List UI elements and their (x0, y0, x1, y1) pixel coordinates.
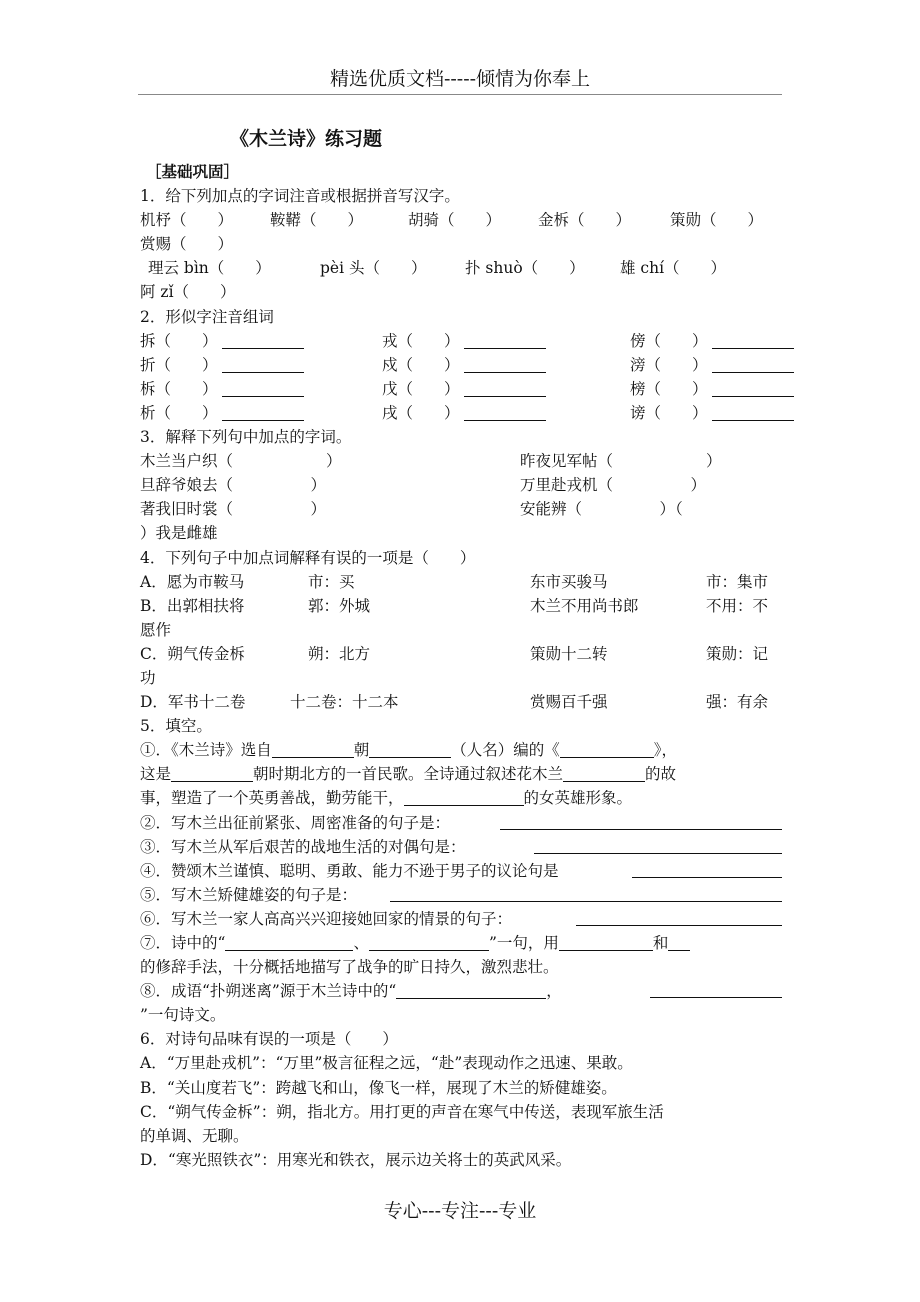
q3-stem: 3．解释下列句中加点的字词。 (140, 428, 352, 447)
q4-cell: 不用：不 (706, 596, 769, 615)
q5-line-11 (140, 979, 782, 1003)
q2-char: 榜（ ） (630, 379, 708, 398)
q3-item: 著我旧时裳（ ） (140, 500, 327, 519)
q1-row1 (140, 208, 782, 232)
q3-item: 旦辞爷娘去（ ） (140, 476, 327, 495)
q4-cell: C．朔气传金柝 (140, 644, 245, 663)
q5-line-10: 的修辞手法，十分概括地描写了战争的旷日持久，激烈悲壮。 (140, 958, 559, 977)
q5-line-12: ”一句诗文。 (140, 1006, 226, 1025)
q2-char: 拆（ ） (140, 331, 218, 350)
q4-cell: D．军书十二卷 (140, 693, 246, 712)
q4-cell: 策勋：记 (706, 644, 769, 663)
q5-line-5 (140, 835, 782, 859)
answer-blank[interactable] (632, 863, 782, 878)
q5-line-4 (140, 811, 782, 835)
q5-text: ②．写木兰出征前紧张、周密准备的句子是： (140, 813, 451, 832)
exercise-content (140, 160, 782, 1172)
q5-text: ⑤．写木兰矫健雄姿的句子是： (140, 885, 358, 904)
answer-blank[interactable] (534, 839, 782, 854)
q4-cell: 市：买 (308, 572, 355, 591)
q1-item: 金柝（ ） (538, 211, 632, 230)
q4-option-b-wrap: 愿作 (140, 620, 172, 639)
answer-blank[interactable] (712, 333, 794, 349)
q5-text: ①．《木兰诗》选自 (140, 741, 272, 760)
q6-option-a: A．“万里赴戎机”：“万里”极言征程之远，“赴”表现动作之迅速、果敢。 (140, 1054, 633, 1073)
q1-row2: 赏赐（ ） (140, 235, 234, 254)
answer-blank[interactable] (464, 381, 546, 397)
q1-item: pèi 头（ ） (320, 259, 427, 278)
answer-blank[interactable] (396, 983, 546, 999)
q4-cell: 强：有余 (706, 693, 769, 712)
q4-stem: 4．下列句子中加点词解释有误的一项是（ ） (140, 548, 476, 567)
q2-row (140, 377, 782, 401)
answer-blank[interactable] (222, 357, 304, 373)
q4-cell: A．愿为市鞍马 (140, 572, 245, 591)
q5-text: 》， (653, 741, 678, 760)
q5-line-6 (140, 859, 782, 883)
q2-char: 析（ ） (140, 403, 218, 422)
q1-item: 策勋（ ） (670, 211, 764, 230)
q5-text: ④．赞颂木兰谨慎、聪明、勇敢、能力不逊于男子的议论句是 (140, 861, 559, 880)
q3-item: 木兰当户织（ ） (140, 452, 342, 471)
answer-blank[interactable] (222, 333, 304, 349)
q2-char: 谤（ ） (630, 403, 708, 422)
answer-blank[interactable] (464, 357, 546, 373)
q4-option-a (140, 570, 782, 594)
q5-text: ⑦．诗中的“ (140, 934, 226, 952)
q5-text: ⑥．写木兰一家人高高兴兴迎接她回家的情景的句子： (140, 909, 513, 928)
q4-option-b (140, 594, 782, 618)
q5-line-9 (140, 931, 782, 955)
answer-blank[interactable] (563, 766, 645, 782)
q4-cell: 朔：北方 (308, 644, 371, 663)
q1-stem: 1．给下列加点的字词注音或根据拼音写汉字。 (140, 187, 460, 206)
q5-text: 的故 (645, 765, 677, 784)
q4-cell: 东市买骏马 (530, 572, 608, 591)
q5-text: （人名）编的《 (451, 741, 560, 760)
answer-blank[interactable] (369, 935, 489, 951)
q2-char: 傍（ ） (630, 331, 708, 350)
q6-option-c-wrap: 的单调、无聊。 (140, 1126, 249, 1145)
answer-blank[interactable] (559, 935, 653, 951)
q2-stem: 2．形似字注音组词 (140, 307, 274, 326)
q6-option-b: B．“关山度若飞”：跨越飞和山，像飞一样，展现了木兰的矫健雄姿。 (140, 1078, 617, 1097)
q1-item: 机杼（ ） (140, 211, 234, 230)
q3-item: 安能辨（ ）（ (520, 500, 683, 519)
q2-char: 戌（ ） (382, 403, 460, 422)
answer-blank[interactable] (712, 381, 794, 397)
page-header: 精选优质文档-----倾情为你奉上 (329, 68, 591, 90)
q2-char: 柝（ ） (140, 379, 218, 398)
q1-row4: 阿 zǐ（ ） (140, 283, 236, 302)
page-title: 《木兰诗》练习题 (230, 128, 383, 150)
q1-item: 扑 shuò（ ） (465, 259, 585, 278)
q2-row (140, 353, 782, 377)
answer-blank[interactable] (369, 742, 451, 758)
q4-option-c (140, 642, 782, 666)
q5-line-1 (140, 738, 782, 762)
q4-cell: 市：集市 (706, 572, 769, 591)
q5-stem: 5．填空。 (140, 717, 212, 736)
q2-row (140, 329, 782, 353)
page-footer: 专心---专注---专业 (383, 1200, 537, 1222)
q3-item: 昨夜见军帖（ ） (520, 452, 722, 471)
answer-blank[interactable] (576, 911, 782, 926)
q1-item: 雄 chí（ ） (620, 259, 727, 278)
q3-row (140, 497, 782, 521)
q4-option-c-wrap: 功 (140, 668, 156, 687)
q4-option-d (140, 690, 782, 714)
answer-blank[interactable] (272, 742, 354, 758)
q6-stem: 6．对诗句品味有误的一项是（ ） (140, 1030, 398, 1049)
q1-item: 胡骑（ ） (408, 211, 502, 230)
q5-text: 和 (652, 934, 669, 952)
q6-option-d: D．“寒光照铁衣”：用寒光和铁衣，展示边关将士的英武风采。 (140, 1150, 572, 1169)
q5-line-3 (140, 786, 782, 810)
q2-row (140, 401, 782, 425)
section-heading: ［基础巩固］ (146, 162, 240, 181)
answer-blank[interactable] (171, 766, 253, 782)
q2-char: 滂（ ） (630, 355, 708, 374)
answer-blank[interactable] (225, 935, 353, 951)
answer-blank[interactable] (712, 357, 794, 373)
q5-text: 、 (353, 934, 369, 952)
answer-blank[interactable] (404, 790, 524, 806)
q5-text: 朝时期北方的一首民歌。全诗通过叙述花木兰 (253, 765, 564, 784)
answer-blank[interactable] (712, 405, 794, 421)
answer-blank[interactable] (222, 381, 304, 397)
q4-cell: 策勋十二转 (530, 644, 608, 663)
answer-blank[interactable] (560, 742, 654, 758)
q3-row (140, 473, 782, 497)
q5-text: 这是 (140, 765, 172, 784)
q5-line-8 (140, 907, 782, 931)
q5-text: 朝 (353, 741, 370, 760)
q5-line-7 (140, 883, 782, 907)
answer-blank[interactable] (500, 815, 782, 830)
q4-cell: 郭：外城 (308, 596, 371, 615)
answer-blank[interactable] (222, 405, 304, 421)
q5-line-2 (140, 762, 782, 786)
q5-text: ③．写木兰从军后艰苦的战地生活的对偶句是： (140, 837, 466, 856)
q4-cell: 赏赐百千强 (530, 693, 608, 712)
answer-blank[interactable] (668, 935, 690, 951)
q6-option-c: C．“朔气传金柝”：朔，指北方。用打更的声音在寒气中传送，表现军旅生活 (140, 1102, 664, 1121)
q3-tail: ）我是雌雄 (140, 524, 218, 543)
q5-text: 的女英雄形象。 (523, 789, 633, 808)
answer-blank[interactable] (464, 333, 546, 349)
q1-item: 鞍鞯（ ） (270, 211, 364, 230)
q4-cell: 木兰不用尚书郎 (530, 596, 639, 615)
q5-text: ， (546, 982, 562, 1001)
q1-row3 (140, 256, 782, 280)
q4-cell: 十二卷：十二本 (290, 693, 399, 712)
answer-blank[interactable] (464, 405, 546, 421)
q4-cell: B．出郭相扶将 (140, 596, 245, 615)
q2-char: 折（ ） (140, 355, 218, 374)
header-rule (138, 94, 782, 95)
q3-row (140, 449, 782, 473)
q3-item: 万里赴戎机（ ） (520, 476, 707, 495)
q2-char: 戍（ ） (382, 355, 460, 374)
q2-char: 戎（ ） (382, 331, 460, 350)
q5-text: ”一句，用 (488, 934, 559, 952)
q5-text: ⑧．成语“扑朔迷离”源于木兰诗中的“ (140, 982, 397, 1001)
q2-char: 戊（ ） (382, 379, 460, 398)
answer-blank[interactable] (650, 983, 782, 998)
answer-blank[interactable] (390, 887, 782, 902)
q5-text: 事，塑造了一个英勇善战，勤劳能干， (140, 789, 404, 808)
q1-item: 理云 bìn（ ） (148, 259, 271, 278)
